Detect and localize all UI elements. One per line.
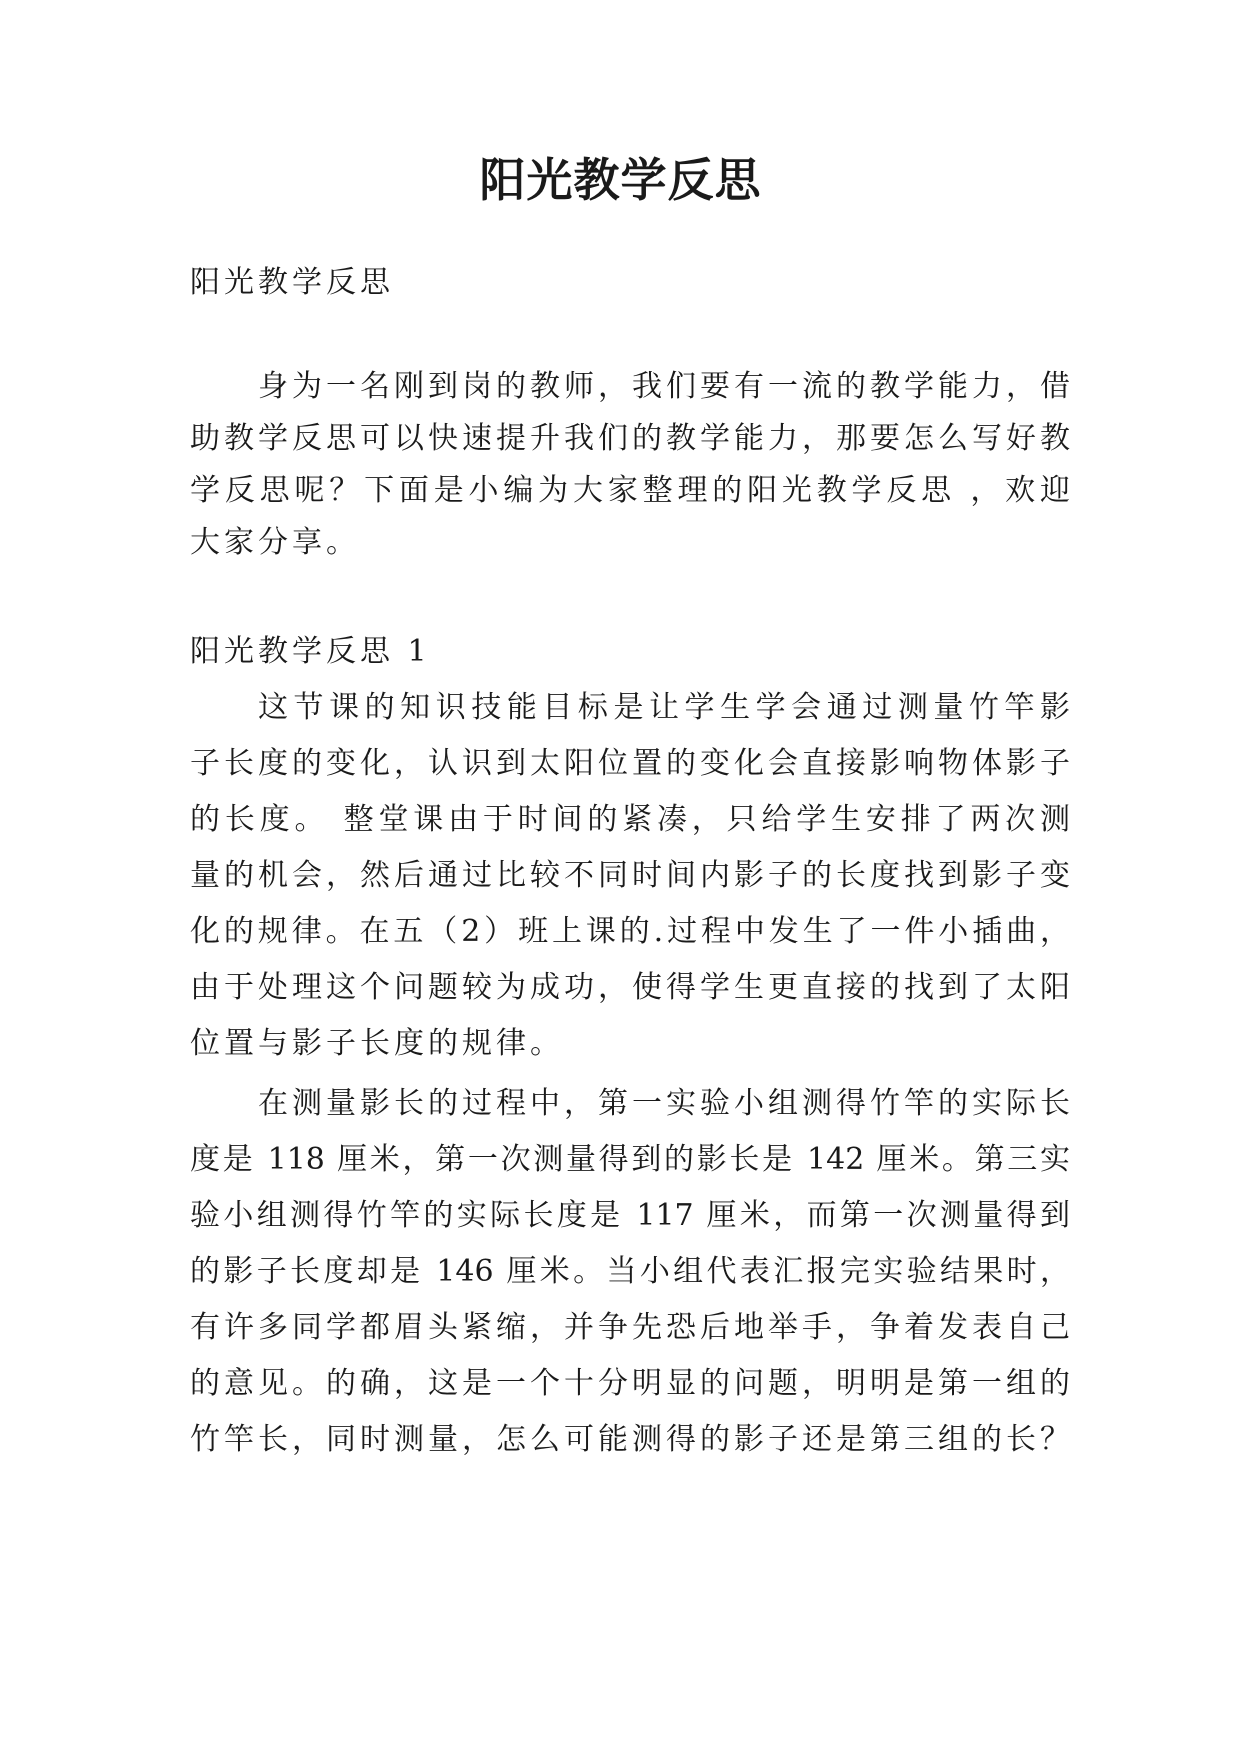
para2-line: 验小组测得竹竿的实际长度是 117 厘米，而第一次测量得到 bbox=[190, 1198, 1070, 1233]
para2-line: 的意见。的确，这是一个十分明显的问题，明明是第一组的 bbox=[190, 1366, 1070, 1401]
para1-line: 的长度。 整堂课由于时间的紧凑，只给学生安排了两次测 bbox=[190, 802, 1070, 837]
intro-line: 学反思呢？下面是小编为大家整理的阳光教学反思 ，欢迎 bbox=[190, 473, 1070, 508]
para1-line: 由于处理这个问题较为成功，使得学生更直接的找到了太阳 bbox=[190, 970, 1070, 1005]
para2-line: 竹竿长，同时测量，怎么可能测得的影子还是第三组的长？ bbox=[190, 1422, 1070, 1457]
para1-line: 子长度的变化，认识到太阳位置的变化会直接影响物体影子 bbox=[190, 746, 1070, 781]
para2-line: 的影子长度却是 146 厘米。当小组代表汇报完实验结果时， bbox=[190, 1254, 1070, 1289]
para1-line: 位置与影子长度的规律。 bbox=[190, 1026, 564, 1061]
para2-line: 在测量影长的过程中，第一实验小组测得竹竿的实际长 bbox=[258, 1086, 1070, 1121]
para2-line: 有许多同学都眉头紧缩，并争先恐后地举手，争着发表自己 bbox=[190, 1310, 1070, 1345]
para1-line: 化的规律。在五（2）班上课的.过程中发生了一件小插曲， bbox=[190, 914, 1070, 949]
document-title: 阳光教学反思 bbox=[479, 153, 762, 207]
para1-line: 这节课的知识技能目标是让学生学会通过测量竹竿影 bbox=[258, 690, 1070, 725]
para1-line: 量的机会，然后通过比较不同时间内影子的长度找到影子变 bbox=[190, 858, 1070, 893]
document-subtitle: 阳光教学反思 bbox=[190, 265, 394, 300]
intro-line: 身为一名刚到岗的教师，我们要有一流的教学能力，借 bbox=[258, 369, 1070, 404]
intro-line: 助教学反思可以快速提升我们的教学能力，那要怎么写好教 bbox=[190, 421, 1070, 456]
intro-line: 大家分享。 bbox=[190, 525, 360, 560]
section-heading: 阳光教学反思 1 bbox=[190, 634, 431, 669]
para2-line: 度是 118 厘米，第一次测量得到的影长是 142 厘米。第三实 bbox=[190, 1142, 1070, 1177]
